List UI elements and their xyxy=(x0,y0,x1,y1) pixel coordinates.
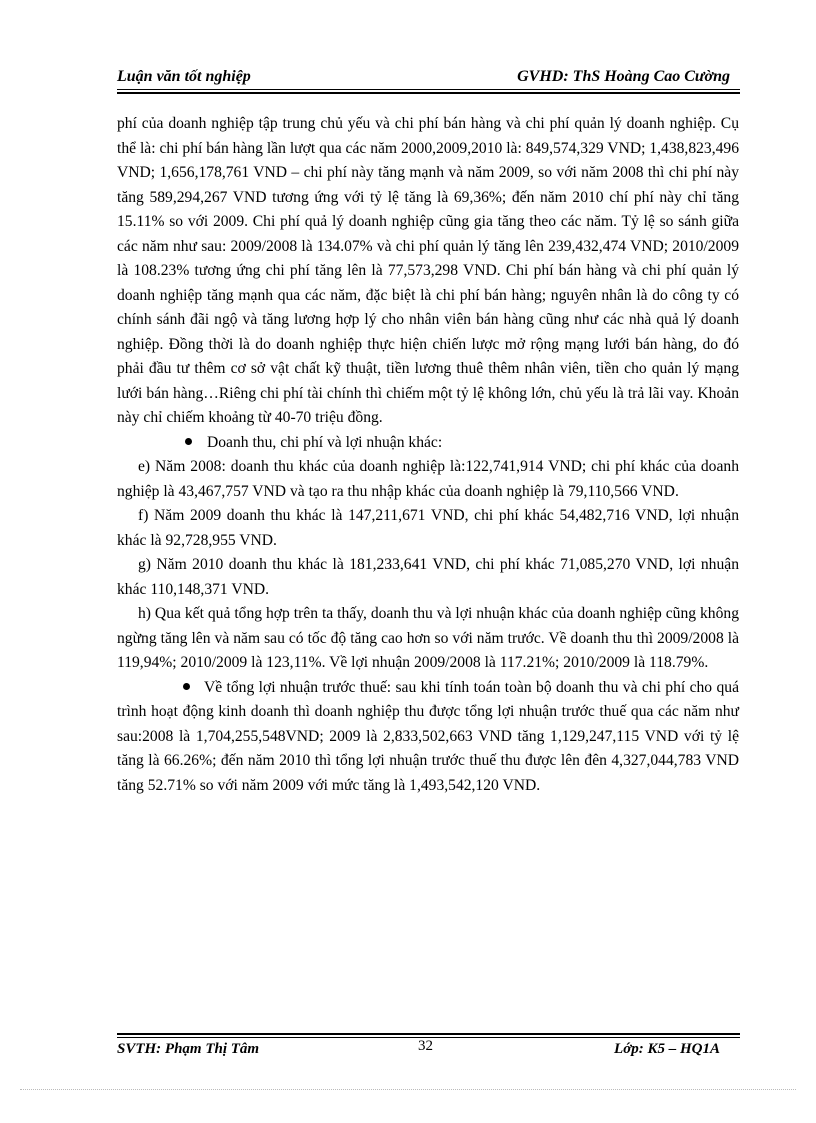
bullet-pretax-profit-text: Về tổng lợi nhuận trước thuế: sau khi tính toán toàn bộ doanh thu và chi phí cho quá trình hoạt động kinh doanh thì doanh nghiệp thu được tổng lợi nhuận trước thuế qua các năm như sau:2008 là 1,704,255,548VND; 2009 là 2,833,502,663 VND tăng 1,129,247,115 VND với tỷ lệ tăng là 66.26%; đến năm 2010 thì tổng lợi nhuận trước thuế thu được lên đên 4,327,044,783 VND tăng 52.71% so với năm 2009 với mức tăng là 1,493,542,120 VND. xyxy=(117,678,739,794)
page-body xyxy=(117,112,739,798)
header-supervisor: GVHD: ThS Hoàng Cao Cường xyxy=(517,68,730,85)
header-rule-thin xyxy=(117,89,740,90)
paragraph-h: h) Qua kết quả tổng hợp trên ta thấy, doanh thu và lợi nhuận khác của doanh nghiệp cũng không ngừng tăng lên và năm sau có tốc độ tăng cao hơn so với năm trước. Về doanh thu thì 2009/2008 là 119,94%; 2010/2009 là 123,11%. Về lợi nhuận 2009/2008 là 117.21%; 2010/2009 là 118.79%. xyxy=(117,605,739,671)
paragraph-e: e) Năm 2008: doanh thu khác của doanh nghiệp là:122,741,914 VND; chi phí khác của doanh nghiệp là 43,467,757 VND và tạo ra thu nhập khác của doanh nghiệp là 79,110,566 VND. xyxy=(117,458,739,500)
paragraph-expenses: phí của doanh nghiệp tập trung chủ yếu và chi phí bán hàng và chi phí quản lý doanh nghiệp. Cụ thể là: chi phí bán hàng lần lượt qua các năm 2000,2009,2010 là: 849,574,329 VND; 1,438,823,496 VND; 1,656,178,761 VND – chi phí này tăng mạnh và năm 2009, so với năm 2008 thì chi phí này tăng 589,294,267 VND tương ứng với tỷ lệ tăng là 69,36%; đến năm 2010 chí phí này chỉ tăng 15.11% so với 2009. Chi phí quả lý doanh nghiệp cũng gia tăng theo các năm. Tỷ lệ so sánh giữa các năm như sau: 2009/2008 là 134.07% và chi phí quản lý tăng lên 239,432,474 VND; 2010/2009 là 108.23% tương ứng chi phí tăng lên là 77,573,298 VND. Chi phí bán hàng và chi phí quản lý doanh nghiệp tăng mạnh qua các năm, đặc biệt là chi phí bán hàng; nguyên nhân là do công ty có chính sánh đãi ngộ và tăng lương hợp lý cho nhân viên bán hàng cũng như các nhà quả lý doanh nghiệp. Đồng thời là do doanh nghiệp thực hiện chiến lược mở rộng mạng lưới bán hàng, do đó phải đầu tư thêm cơ sở vật chất kỹ thuật, tiền lương thuê thêm nhân viên, tiền cho quản lý mạng lưới bán hàng…Riêng chi phí tài chính thì chiếm một tỷ lệ không lớn, chủ yếu là trả lãi vay. Khoản này chỉ chiếm khoảng từ 40-70 triệu đồng. xyxy=(117,115,739,426)
bullet-icon xyxy=(183,683,190,690)
page-footer xyxy=(117,1038,740,1064)
header-thesis-title: Luận văn tốt nghiệp xyxy=(117,68,251,85)
paragraph-g: g) Năm 2010 doanh thu khác là 181,233,641 VND, chi phí khác 71,085,270 VND, lợi nhuận khác 110,148,371 VND. xyxy=(117,556,739,598)
footer-rule-thick xyxy=(117,1033,740,1035)
footer-class: Lớp: K5 – HQ1A xyxy=(614,1041,720,1057)
page-edge-divider xyxy=(20,1089,796,1090)
bullet-other-income xyxy=(117,431,739,456)
page-number: 32 xyxy=(418,1038,433,1054)
bullet-other-income-text: Doanh thu, chi phí và lợi nhuận khác: xyxy=(207,433,443,451)
paragraph-f: f) Năm 2009 doanh thu khác là 147,211,671 VND, chi phí khác 54,482,716 VND, lợi nhuận khác là 92,728,955 VND. xyxy=(117,507,739,549)
footer-student-name: SVTH: Phạm Thị Tâm xyxy=(117,1041,260,1057)
header-rule-thick xyxy=(117,92,740,94)
bullet-pretax-profit xyxy=(117,676,739,799)
bullet-icon xyxy=(185,438,192,445)
